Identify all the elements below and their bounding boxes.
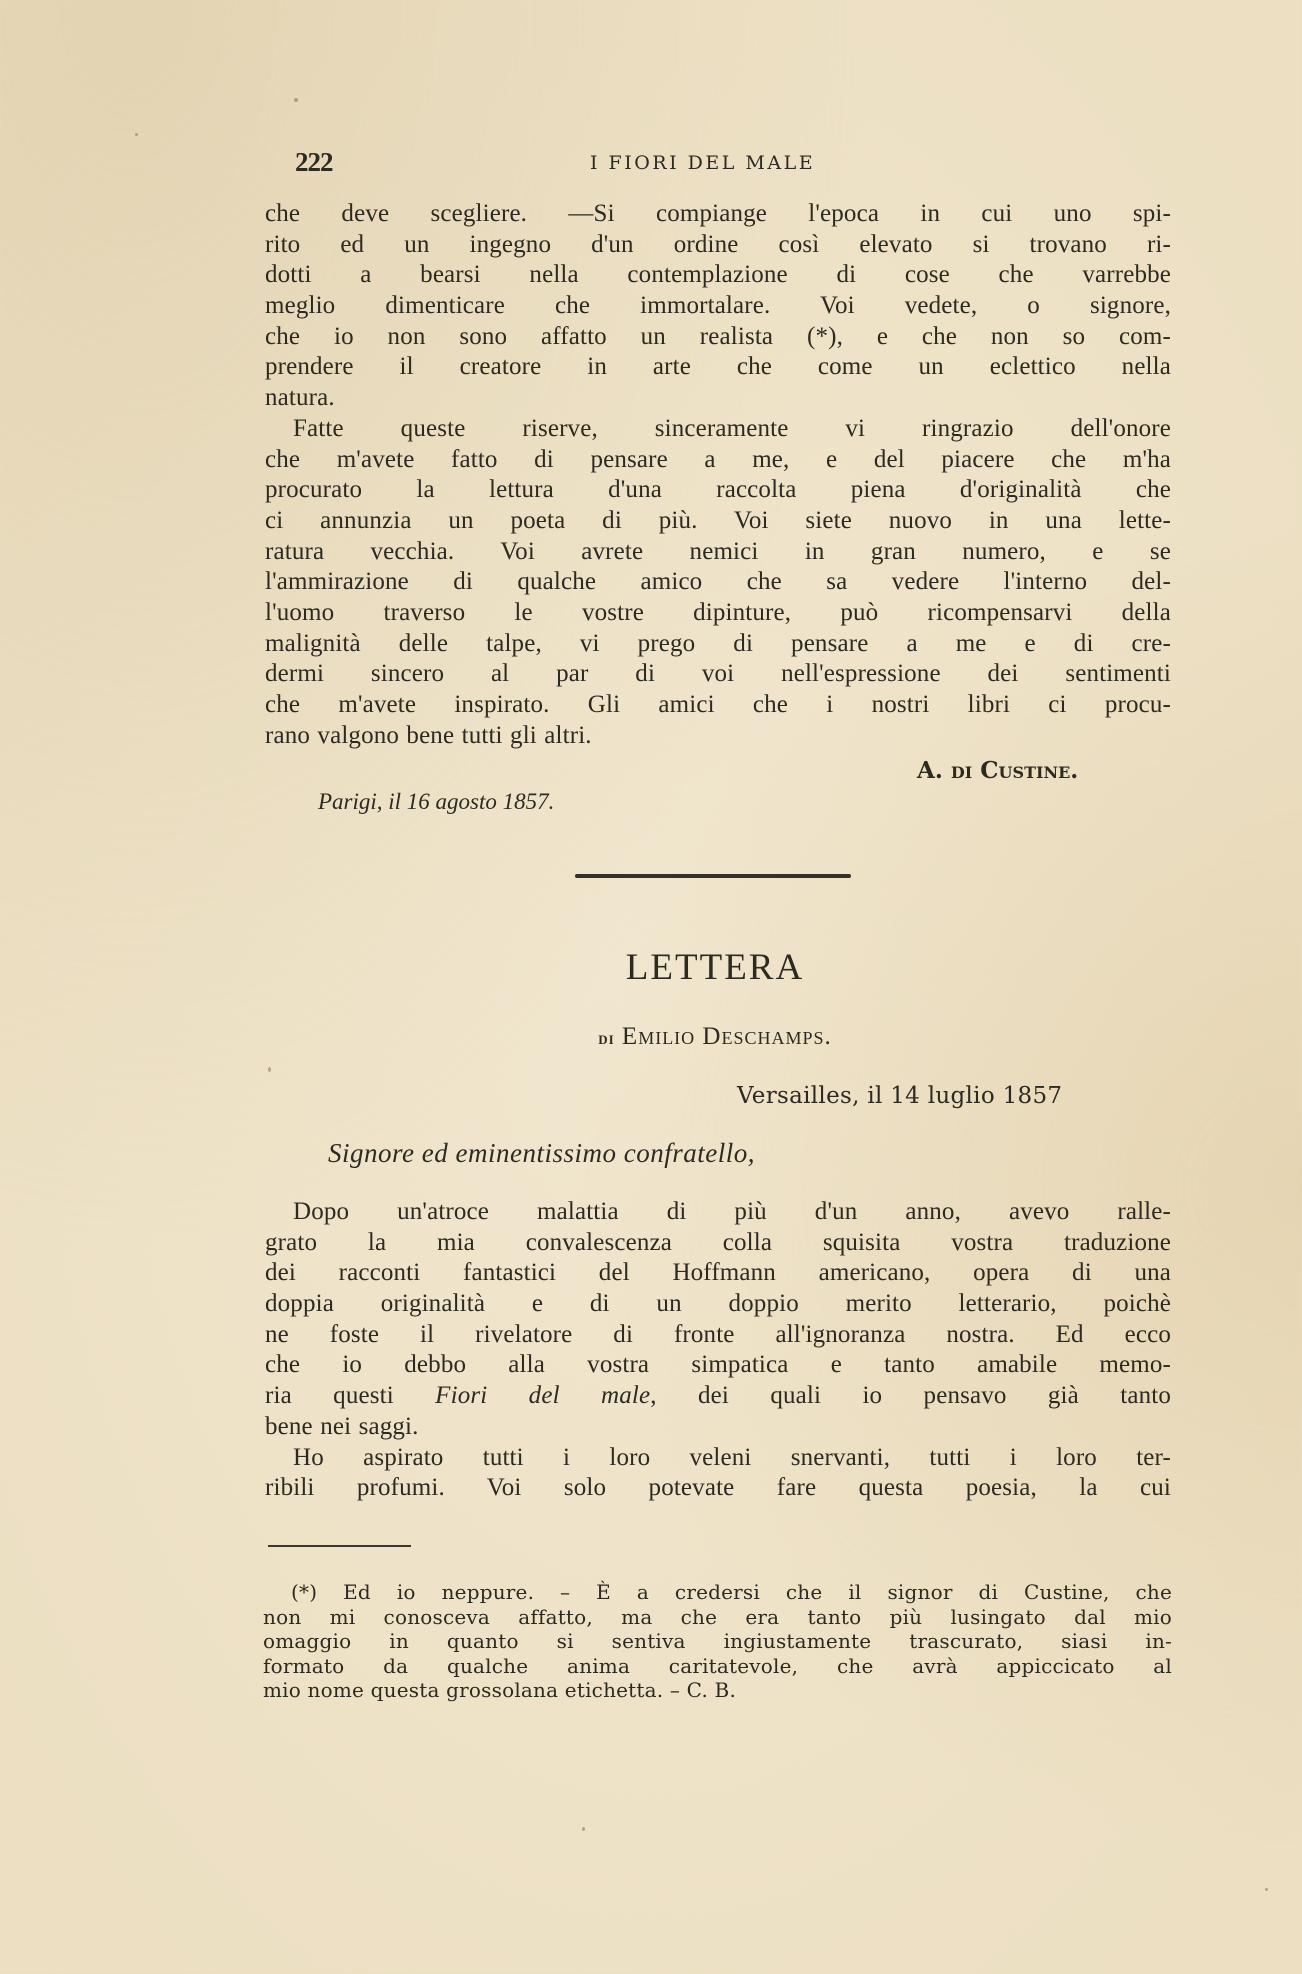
running-title: I FIORI DEL MALE [590,152,816,174]
text-line: l'ammirazione di qualche amico che sa vedere l'interno del- [265,568,1171,596]
section-title: LETTERA [625,947,805,988]
text-line: Ho aspirato tutti i loro veleni snervanti, tutti i loro ter- [293,1443,1171,1471]
text-line: ribili profumi. Voi solo potevate fare questa poesia, la cui [265,1474,1171,1502]
text-line: ne foste il rivelatore di fronte all'ignoranza nostra. Ed ecco [265,1320,1171,1348]
paper-speck [582,1827,585,1831]
text-line: meglio dimenticare che immortalare. Voi vedete, o signore, [265,292,1171,320]
signature-custine [917,757,1078,784]
footnote-line: mio nome questa grossolana etichetta. – C. B. [263,1678,737,1702]
custine-letter-text [265,199,1171,751]
place-date: Versailles, il 14 luglio 1857 [737,1083,1063,1109]
text-line: Fatte queste riserve, sinceramente vi ringrazio dell'onore [293,414,1171,442]
book-title-italic: Fiori del male [435,1382,651,1410]
text-fragment: , dei quali io pensavo già tanto [650,1382,1171,1410]
paper-speck [268,1067,271,1072]
section-author [0,1023,1302,1051]
text-line: bene nei saggi. [265,1412,419,1440]
text-line: procurato la lettura d'una raccolta piena d'originalità che [265,476,1171,504]
text-line: ratura vecchia. Voi avrete nemici in gran numero, e se [265,537,1171,565]
text-line: che io non sono affatto un realista (*), e che non so com- [265,322,1171,350]
paper-speck [135,133,138,136]
section-divider [575,874,851,878]
page-number: 222 [295,147,333,177]
text-line: che m'avete inspirato. Gli amici che i nostri libri ci procu- [265,691,1171,718]
signature-particle: di [950,757,973,784]
deschamps-letter-text [265,1197,1171,1504]
text-line: dermi sincero al par di voi nell'espressione dei sentimenti [265,660,1171,688]
text-line: Dopo un'atroce malattia di più d'un anno, avevo ralle- [293,1198,1171,1225]
author-name: Emilio Deschamps. [621,1023,832,1050]
text-line: ci annunzia un poeta di più. Voi siete nuovo in una lette- [265,506,1171,534]
text-line: malignità delle talpe, vi prego di pensare a me e di cre- [265,629,1171,657]
paper-speck [1265,1888,1268,1891]
footnote-line: omaggio in quanto si sentiva ingiustamente trascurato, siasi in- [263,1629,1172,1653]
text-line: l'uomo traverso le vostre dipinture, può ricompensarvi della [265,598,1171,626]
text-line: che deve scegliere. —Si compiange l'epoca in cui uno spi- [265,200,1171,227]
text-line: che io debbo alla vostra simpatica e tanto amabile memo- [265,1351,1171,1379]
text-line: dei racconti fantastici del Hoffmann americano, opera di una [265,1259,1171,1287]
footnote-line: (*) Ed io neppure. – È a credersi che il signor di Custine, che [291,1580,1172,1604]
text-line: che m'avete fatto di pensare a me, e del piacere che m'ha [265,445,1171,473]
text-line: dotti a bearsi nella contemplazione di cose che varrebbe [265,261,1171,289]
signature-name: Custine. [980,757,1079,784]
footnote [263,1580,1172,1703]
letter-date: Parigi, il 16 agosto 1857. [318,789,555,814]
footnote-line: formato da qualche anima caritatevole, che avrà appiccicato al [263,1653,1172,1678]
salutation: Signore ed eminentissimo confratello, [328,1138,755,1168]
signature-initial: A. [917,757,943,784]
running-head [295,147,1175,177]
text-line: grato la mia convalescenza colla squisita vostra traduzione [265,1228,1171,1256]
text-fragment: ria questi [265,1382,394,1410]
footnote-rule [268,1545,411,1547]
text-line: doppia originalità e di un doppio merito letterario, poichè [265,1290,1171,1318]
paper-speck [294,98,298,102]
text-line: prendere il creatore in arte che come un eclettico nella [265,353,1171,381]
author-prefix: di [598,1028,615,1048]
text-line: rito ed un ingegno d'un ordine così elevato si trovano ri- [265,230,1171,258]
text-line: natura. [265,384,335,412]
text-line-mixed [265,1381,1171,1412]
text-line: rano valgono bene tutti gli altri. [265,721,592,749]
footnote-line: non mi conosceva affatto, ma che era tanto più lusingato dal mio [263,1604,1172,1629]
